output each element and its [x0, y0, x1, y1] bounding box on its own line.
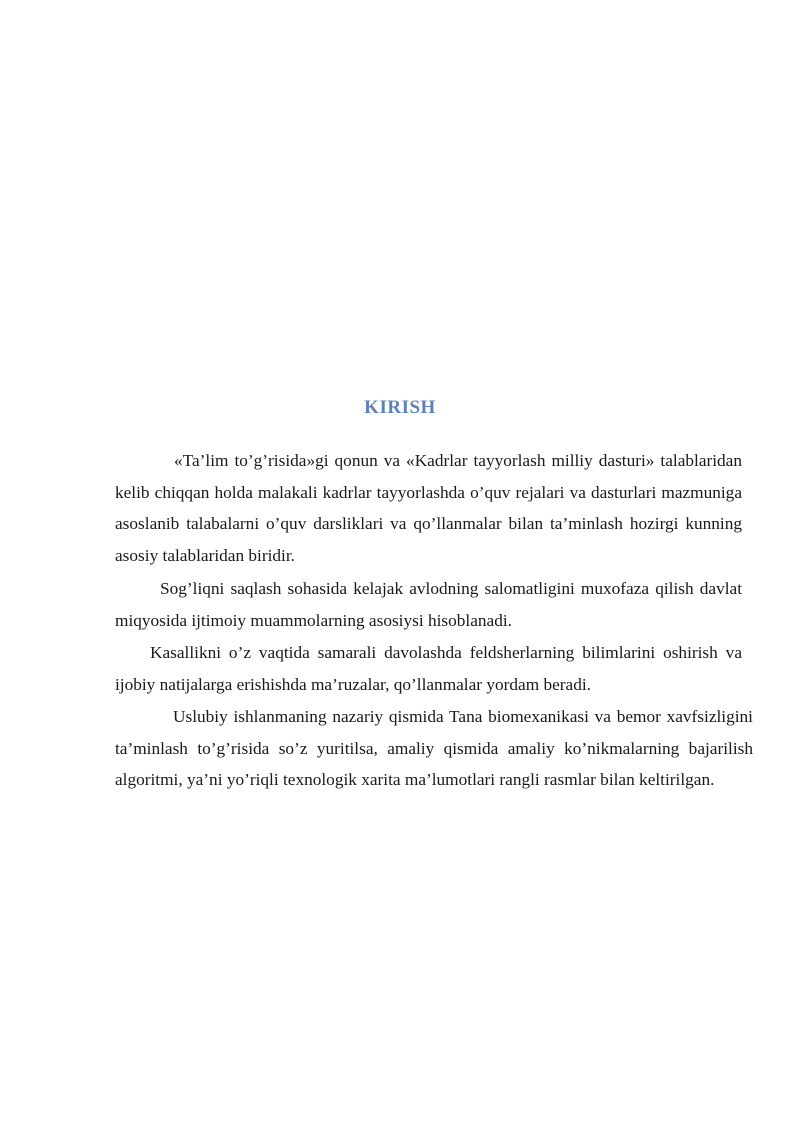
paragraph-methodology: Uslubiy ishlanmaning nazariy qismida Tana biomexanikasi va bemor xavfsizligini ta’minlash to’g’risida so’z yuritilsa, amaliy qismida amaliy ko’nikmalarning bajarilish algoritmi, ya’ni yo’riqli texnologik xarita ma’lumotlari rangli rasmlar bilan keltirilgan.	[115, 707, 753, 790]
section-heading: KIRISH	[364, 397, 436, 418]
paragraph-health: Sog’liqni saqlash sohasida kelajak avlodning salomatligini muxofaza qilish davlat miqyosida ijtimoiy muammolarning asosiysi hisoblanadi.	[115, 579, 742, 630]
paragraph-intro: «Ta’lim to’g’risida»gi qonun va «Kadrlar tayyorlash milliy dasturi» talablaridan kelib chiqqan holda malakali kadrlar tayyorlashda o’quv rejalari va dasturlari mazmuniga asoslanib talabalarni o’quv darsliklari va qo’llanmalar bilan ta’minlash hozirgi kunning asosiy talablaridan biridir.	[115, 451, 742, 566]
paragraph-treatment: Kasallikni o’z vaqtida samarali davolashda feldsherlarning bilimlarini oshirish va ijobiy natijalarga erishishda ma’ruzalar, qo’llanmalar yordam beradi.	[115, 643, 742, 694]
